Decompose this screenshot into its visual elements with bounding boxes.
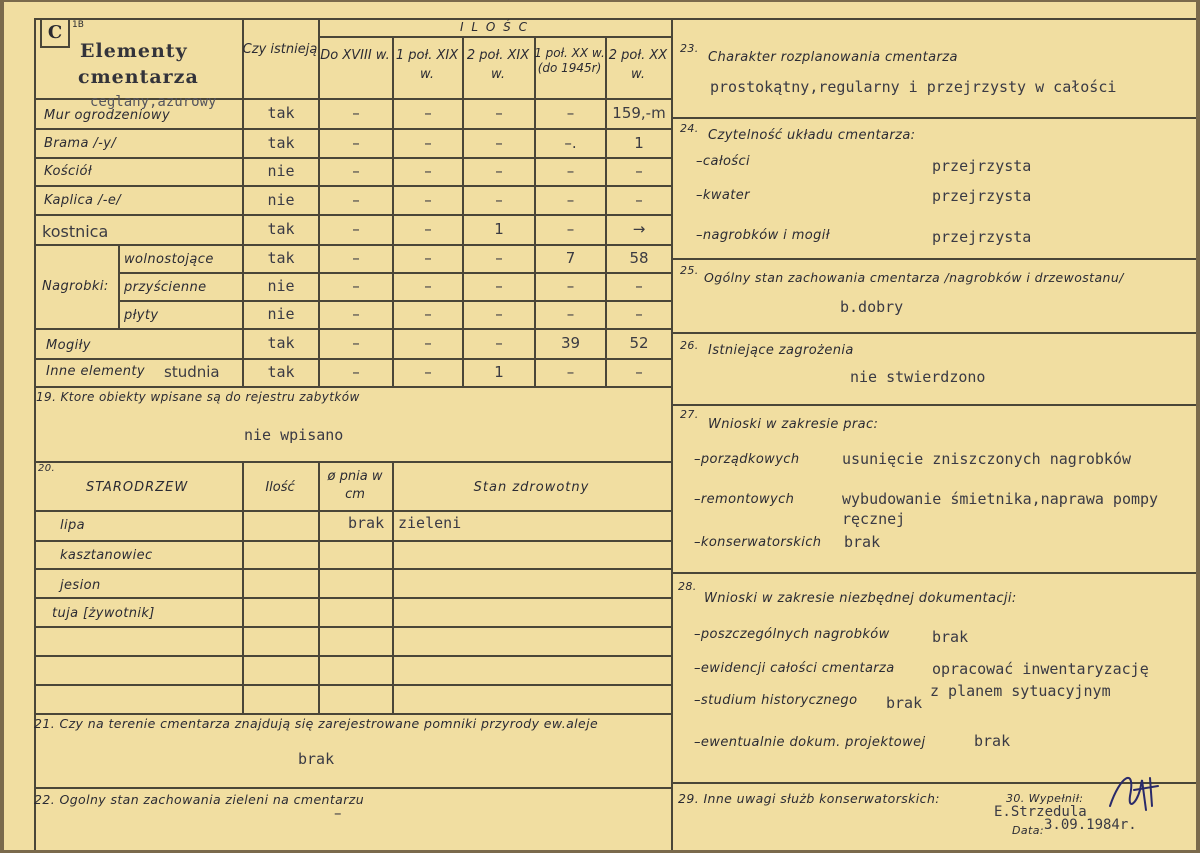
row-group-label: Nagrobki: (42, 279, 109, 294)
q30-date-label: Data: (1012, 824, 1044, 837)
quantity-cell: – (495, 134, 503, 152)
quantity-cell: – (352, 334, 360, 352)
q26-number: 26. (680, 339, 699, 352)
exists-cell: nie (267, 162, 295, 180)
row-label: Brama /-y/ (44, 136, 117, 151)
q27-item-label: –remontowych (694, 492, 795, 507)
quantity-cell: – (352, 191, 360, 209)
quantity-cell: – (424, 249, 432, 267)
q23-answer: prostokątny,regularny i przejrzysty w całości (710, 78, 1117, 96)
quantity-cell: – (495, 334, 503, 352)
quantity-group-header: I L O Ś C (460, 20, 529, 34)
q27-item-value-cont: ręcznej (842, 510, 906, 528)
exists-cell: tak (267, 104, 295, 122)
q28-number: 28. (678, 580, 697, 593)
col-period-2: 1 poł. XIX w. (395, 48, 459, 82)
quantity-cell: – (566, 162, 575, 180)
quantity-cell: 1 (634, 134, 644, 152)
quantity-cell: – (424, 305, 432, 323)
quantity-cell: 58 (629, 249, 649, 267)
quantity-cell: 52 (629, 334, 649, 352)
quantity-cell: – (352, 363, 360, 381)
exists-cell: nie (267, 277, 295, 295)
q24-item-label: –całości (696, 154, 751, 169)
quantity-cell: – (352, 305, 360, 323)
q20-header-health: Stan zdrowotny (473, 480, 590, 495)
q21-answer: brak (298, 750, 335, 768)
col-period-5: 2 poł. XX w. (608, 48, 668, 82)
q22-mark: – (334, 804, 342, 822)
other-elements-note: studnia (164, 363, 220, 381)
q30-date: 3.09.1984r. (1044, 817, 1137, 833)
q27-number: 27. (680, 408, 699, 421)
q27-item-label: –porządkowych (694, 452, 800, 467)
q20-header-qty: Ilość (265, 480, 295, 495)
inventory-card (4, 2, 1196, 850)
q27-item-value: usunięcie zniszczonych nagrobków (842, 450, 1131, 468)
quantity-cell: – (352, 249, 360, 267)
q20-header-name: STARODRZEW (86, 480, 189, 495)
q20-number: 20. (38, 463, 56, 474)
quantity-cell: – (566, 220, 575, 238)
quantity-cell: – (495, 249, 503, 267)
row-label: Kościół (44, 164, 93, 179)
quantity-cell: – (635, 162, 643, 180)
q28-item-value: brak (886, 694, 923, 712)
quantity-cell: – (635, 305, 643, 323)
q24-item-value: przejrzysta (932, 187, 1032, 205)
exists-cell: tak (267, 249, 295, 267)
wall-note: ceglany,azurowy (90, 94, 217, 110)
q28-item-label: –studium historycznego (694, 693, 858, 708)
q24-number: 24. (680, 122, 699, 135)
q29-label: 29. Inne uwagi służb konserwatorskich: (678, 791, 940, 806)
exists-cell: nie (267, 191, 295, 209)
elements-title-1: Elementy (80, 40, 188, 62)
row-label: Mogiły (46, 338, 91, 353)
col-period-3: 2 poł. XIX w. (466, 48, 530, 82)
col-period-4: 1 poł. XX w. (do 1945r) (534, 46, 605, 75)
q19-answer: nie wpisano (244, 426, 344, 444)
middle-divider (671, 18, 673, 850)
quantity-cell: 7 (565, 249, 576, 267)
q24-label: Czytelność układu cmentarza: (708, 128, 916, 143)
q24-item-label: –nagrobków i mogił (696, 228, 830, 243)
section-letter-box: C (40, 18, 70, 48)
quantity-cell: – (424, 104, 432, 122)
quantity-cell: – (424, 220, 432, 238)
q27-label: Wnioski w zakresie prac: (708, 417, 879, 432)
quantity-cell: – (566, 191, 575, 209)
q28-item-label: –poszczególnych nagrobków (694, 627, 890, 642)
q28-label: Wnioski w zakresie niezbędnej dokumentacji: (704, 591, 1017, 606)
row-label: wolnostojące (124, 252, 214, 267)
exists-cell: tak (267, 334, 295, 352)
q28-item-value: brak (974, 732, 1011, 750)
quantity-cell: – (566, 363, 575, 381)
q28-item-value: opracować inwentaryzację (932, 660, 1149, 678)
quantity-cell: –. (564, 134, 577, 152)
elements-title-2: cmentarza (78, 66, 199, 88)
quantity-cell: – (495, 104, 503, 122)
q23-label: Charakter rozplanowania cmentarza (708, 50, 958, 65)
q28-item-value: brak (932, 628, 969, 646)
quantity-cell: – (566, 277, 575, 295)
row-label: Kaplica /-e/ (44, 193, 121, 208)
quantity-cell: – (352, 277, 360, 295)
quantity-cell: – (424, 363, 432, 381)
row-label: płyty (124, 308, 159, 323)
q27-item-value: brak (844, 533, 881, 551)
q30-label: 30. Wypełnił: (1006, 792, 1084, 805)
quantity-cell: – (495, 305, 503, 323)
quantity-cell: – (424, 277, 432, 295)
quantity-cell: 1 (494, 363, 504, 381)
quantity-cell: – (352, 220, 360, 238)
q25-answer: b.dobry (840, 298, 904, 316)
q26-answer: nie stwierdzono (850, 368, 986, 386)
q28-item-label: –ewidencji całości cmentarza (694, 661, 895, 676)
exists-cell: tak (267, 363, 295, 381)
q28-item-label: –ewentualnie dokum. projektowej (694, 735, 926, 750)
tree-name: kasztanowiec (60, 548, 153, 563)
quantity-cell: – (352, 104, 360, 122)
quantity-cell: – (635, 191, 643, 209)
quantity-cell: → (632, 220, 646, 238)
row-label: Mur ogrodzeniowy (44, 108, 171, 123)
quantity-cell: – (635, 363, 643, 381)
q24-item-value: przejrzysta (932, 157, 1032, 175)
q28-item-value-cont: z planem sytuacyjnym (930, 682, 1111, 700)
q24-item-label: –kwater (696, 188, 750, 203)
exists-cell: tak (267, 134, 295, 152)
q23-number: 23. (680, 42, 699, 55)
col-exists-header: Czy istnieją (242, 42, 318, 57)
q25-number: 25. (680, 264, 699, 277)
quantity-cell: – (424, 162, 432, 180)
q21-label: 21. Czy na terenie cmentarza znajdują się zarejestrowane pomniki przyrody ew.aleje (34, 716, 599, 731)
q27-item-label: –konserwatorskich (694, 535, 822, 550)
quantity-cell: – (424, 191, 432, 209)
exists-cell: tak (267, 220, 295, 238)
quantity-cell: – (495, 162, 503, 180)
quantity-cell: – (566, 104, 575, 122)
quantity-cell: – (424, 334, 432, 352)
q22-label: 22. Ogolny stan zachowania zieleni na cmentarzu (34, 792, 365, 807)
quantity-cell: 1 (494, 220, 504, 238)
row-label: przyścienne (124, 280, 207, 295)
quantity-cell: – (566, 305, 575, 323)
tree-diameter: brak (348, 514, 385, 532)
quantity-cell: – (352, 162, 360, 180)
quantity-cell: – (495, 191, 503, 209)
col-period-1: Do XVIII w. (320, 48, 390, 63)
row-label: kostnica (42, 222, 109, 241)
tree-health: zieleni (398, 514, 462, 532)
q19-label: 19. Ktore obiekty wpisane są do rejestru zabytków (36, 390, 360, 404)
tree-name: jesion (60, 578, 101, 593)
quantity-cell: – (352, 134, 360, 152)
tree-name: tuja [żywotnik] (52, 606, 155, 621)
row-label: Inne elementy (46, 364, 145, 379)
quantity-cell: 39 (560, 334, 581, 352)
q24-item-value: przejrzysta (932, 228, 1032, 246)
quantity-cell: 159,-m (612, 104, 666, 122)
tree-name: lipa (60, 518, 86, 533)
q26-label: Istniejące zagrożenia (708, 343, 854, 358)
quantity-cell: – (424, 134, 432, 152)
q25-label: Ogólny stan zachowania cmentarza /nagrobków i drzewostanu/ (704, 270, 1124, 285)
exists-cell: nie (267, 305, 295, 323)
q20-header-diameter: ø pnia w cm (327, 469, 383, 502)
quantity-cell: – (495, 277, 503, 295)
signature (1106, 766, 1166, 820)
q30-filled-by: E.Strzedula (994, 804, 1087, 820)
section-number: 1B (72, 20, 84, 30)
q27-item-value: wybudowanie śmietnika,naprawa pompy (842, 490, 1159, 508)
quantity-cell: – (635, 277, 643, 295)
